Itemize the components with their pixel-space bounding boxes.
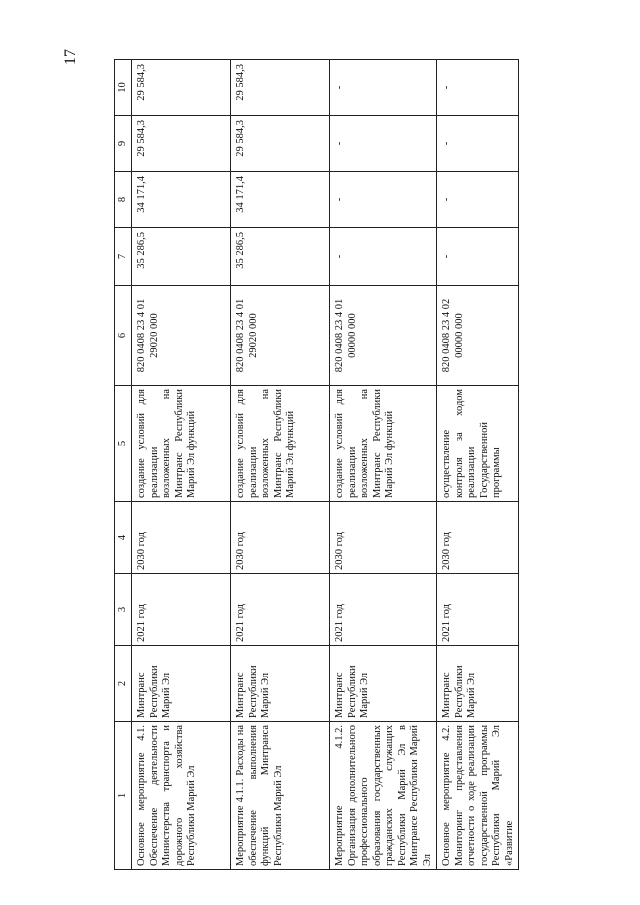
executor-cell: Минтранс Республики Марий Эл <box>437 646 519 722</box>
value-cell-9: - <box>437 116 519 172</box>
start-year-cell: 2021 год <box>132 574 231 646</box>
header-cell-8: 8 <box>115 172 132 228</box>
start-year-cell: 2021 год <box>231 574 330 646</box>
end-year-cell: 2030 год <box>437 502 519 574</box>
value-cell-9: 29 584,3 <box>132 116 231 172</box>
budget-code-cell: 820 0408 23 4 01 00000 000 <box>330 286 437 386</box>
table-row <box>132 60 231 870</box>
value-cell-10: 29 584,3 <box>231 60 330 116</box>
rotated-table-container <box>114 60 516 870</box>
value-cell-8: - <box>437 172 519 228</box>
header-cell-5: 5 <box>115 386 132 502</box>
budget-code-cell: 820 0408 23 4 02 00000 000 <box>437 286 519 386</box>
page-number: 17 <box>62 49 79 65</box>
value-cell-8: - <box>330 172 437 228</box>
header-cell-10: 10 <box>115 60 132 116</box>
activity-name-cell: Мероприятие 4.1.1. Расходы на обеспечение выполнения функций Минтранса Республики Марий Эл <box>231 722 330 870</box>
end-year-cell: 2030 год <box>231 502 330 574</box>
value-cell-7: 35 286,5 <box>132 228 231 286</box>
value-cell-8: 34 171,4 <box>132 172 231 228</box>
header-cell-7: 7 <box>115 228 132 286</box>
expected-result-cell: создание условий для реализации возложенных на Минтранс Республики Марий Эл функций <box>231 386 330 502</box>
executor-cell: Минтранс Республики Марий Эл <box>132 646 231 722</box>
value-cell-10: - <box>437 60 519 116</box>
budget-code-cell: 820 0408 23 4 01 29020 000 <box>132 286 231 386</box>
activity-name-cell: Основное мероприятие 4.1. Обеспечение деятельности Министерства транспорта и дорожного хозяйства Республики Марий Эл <box>132 722 231 870</box>
value-cell-10: 29 584,3 <box>132 60 231 116</box>
end-year-cell: 2030 год <box>132 502 231 574</box>
executor-cell: Минтранс Республики Марий Эл <box>231 646 330 722</box>
value-cell-10: - <box>330 60 437 116</box>
executor-cell: Минтранс Республики Марий Эл <box>330 646 437 722</box>
header-cell-4: 4 <box>115 502 132 574</box>
end-year-cell: 2030 год <box>330 502 437 574</box>
expected-result-cell: осуществление контроля за ходом реализации Государственной программы <box>437 386 519 502</box>
header-cell-6: 6 <box>115 286 132 386</box>
start-year-cell: 2021 год <box>330 574 437 646</box>
header-row <box>115 60 132 870</box>
table-row <box>231 60 330 870</box>
table-row <box>330 60 437 870</box>
program-activities-table <box>114 59 519 870</box>
value-cell-7: - <box>437 228 519 286</box>
header-cell-9: 9 <box>115 116 132 172</box>
activity-name-cell: Основное мероприятие 4.2. Мониторинг представления отчетности о ходе реализации государственной программы Республики Марий Эл «Развитие <box>437 722 519 870</box>
table-row <box>437 60 519 870</box>
value-cell-8: 34 171,4 <box>231 172 330 228</box>
budget-code-cell: 820 0408 23 4 01 29020 000 <box>231 286 330 386</box>
value-cell-9: - <box>330 116 437 172</box>
header-cell-1: 1 <box>115 722 132 870</box>
header-cell-2: 2 <box>115 646 132 722</box>
value-cell-7: - <box>330 228 437 286</box>
expected-result-cell: создание условий для реализации возложенных на Минтранс Республики Марий Эл функций <box>330 386 437 502</box>
value-cell-9: 29 584,3 <box>231 116 330 172</box>
activity-name-cell: Мероприятие 4.1.2. Организация дополнительного профессионального образования государственных гражданских служащих Республики Марий Эл в Минтрансе Республики Марий Эл <box>330 722 437 870</box>
header-cell-3: 3 <box>115 574 132 646</box>
start-year-cell: 2021 год <box>437 574 519 646</box>
expected-result-cell: создание условий для реализации возложенных на Минтранс Республики Марий Эл функций <box>132 386 231 502</box>
value-cell-7: 35 286,5 <box>231 228 330 286</box>
